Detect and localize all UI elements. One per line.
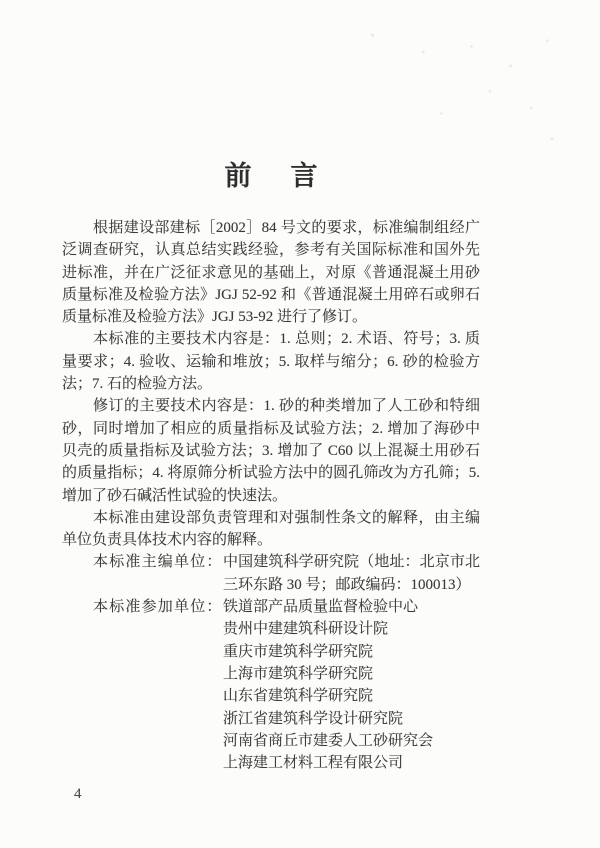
scan-artifact-noise <box>345 10 575 150</box>
page-title: 前 言 <box>224 161 324 191</box>
paragraph-main-contents: 本标准的主要技术内容是：1. 总则；2. 术语、符号；3. 质量要求；4. 验收、运输和堆放；5. 取样与缩分；6. 砂的检验方法；7. 石的检验方法。 <box>62 331 480 393</box>
chief-editor-row <box>62 551 480 596</box>
participant-unit: 重庆市建筑科学研究院 <box>223 643 374 660</box>
participant-unit: 河南省商丘市建委人工砂研究会 <box>223 732 434 749</box>
participant-unit: 上海建工材料工程有限公司 <box>223 755 404 772</box>
participant-unit: 贵州中建建筑科研设计院 <box>223 621 389 638</box>
chief-editor-label: 本标准主编单位： <box>93 554 223 571</box>
paragraph-basis: 根据建设部建标［2002］84 号文的要求，标准编制组经广泛调查研究，认真总结实践经验，参考有关国际标准和国外先进标准，并在广泛征求意见的基础上，对原《普通混凝土用砂质量标准及检验方法》JGJ 52-92 和《普通混凝土用碎石或卵石质量标准及检验方法》JGJ 53-92 进行了修订。 <box>62 220 480 326</box>
foreword-body <box>62 217 480 774</box>
participant-unit: 铁道部产品质量监督检验中心 <box>223 599 419 616</box>
participants-label: 本标准参加单位： <box>93 599 223 616</box>
page-number: 4 <box>74 786 82 802</box>
participant-unit: 浙江省建筑科学设计研究院 <box>223 710 404 727</box>
participant-unit: 山东省建筑科学研究院 <box>223 688 374 705</box>
chief-editor-value: 中国建筑科学研究院（地址：北京市北三环东路 30 号；邮政编码：100013） <box>223 554 480 593</box>
participant-unit: 上海市建筑科学研究院 <box>223 665 374 682</box>
paragraph-interpretation: 本标准由建设部负责管理和对强制性条文的解释，由主编单位负责具体技术内容的解释。 <box>62 509 480 549</box>
participants-row <box>62 596 480 774</box>
participants-list <box>223 596 480 774</box>
paragraph-revision-contents: 修订的主要技术内容是：1. 砂的种类增加了人工砂和特细砂，同时增加了相应的质量指标及试验方法；2. 增加了海砂中贝壳的质量指标及试验方法；3. 增加了 C60 以上混凝土用砂石的质量指标；4. 将原筛分析试验方法中的圆孔筛改为方孔筛；5. 增加了砂石碱活性试验的快速法。 <box>62 398 480 504</box>
